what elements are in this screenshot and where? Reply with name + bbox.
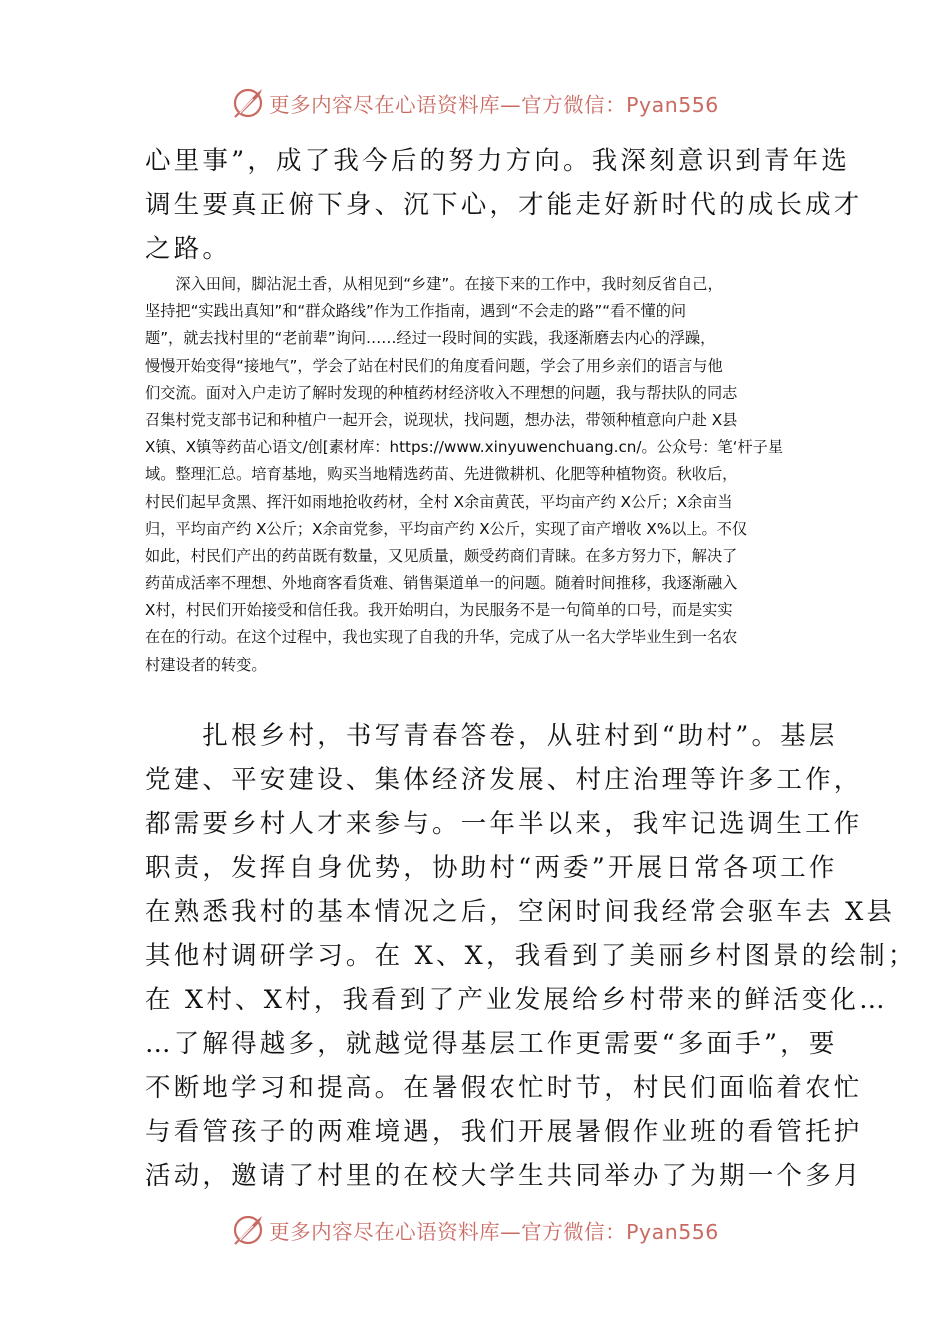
watermark-banner-top xyxy=(0,83,950,123)
text-line: 村民们起早贪黑、挥汗如雨地抢收药材，全村 X余亩黄芪，平均亩产约 X公斤；X余亩当 xyxy=(145,492,733,511)
text-line: 在熟悉我村的基本情况之后，空闲时间我经常会驱车去 X县 xyxy=(145,897,896,927)
rooted-village-paragraph xyxy=(145,714,917,1198)
text-line: 如此，村民们产出的药苗既有数量，又见质量，颇受药商们青睐。在多方努力下，解决了 xyxy=(145,546,738,565)
intro-paragraph xyxy=(145,139,863,271)
text-line: 域。整理汇总。培育基地，购买当地精选药苗、先进微耕机、化肥等种植物资。秋收后， xyxy=(145,465,738,484)
text-line: X镇、X镇等药苗心语文/创[素材库：https://www.xinyuwenchuang.cn/。公众号：笔‘杆子星 xyxy=(145,438,784,457)
text-line: 药苗成活率不理想、外地商客看货难、销售渠道单一的问题。随着时间推移，我逐渐融入 xyxy=(145,574,738,593)
text-line: 深入田间，脚沾泥土香，从相见到“乡建”。在接下来的工作中，我时刻反省自己， xyxy=(145,275,723,293)
text-line: 职责，发挥自身优势，协助村“两委”开展日常各项工作 xyxy=(145,853,838,883)
text-line: 在 X村、X村，我看到了产业发展给乡村带来的鲜活变化… xyxy=(145,985,888,1015)
text-line: 村建设者的转变。 xyxy=(145,655,267,674)
text-line: 其他村调研学习。在 X、X，我看到了美丽乡村图景的绘制； xyxy=(145,941,917,971)
watermark-text: 更多内容尽在心语资料库—官方微信：Pyan556 xyxy=(269,1220,719,1244)
text-line: 活动，邀请了村里的在校大学生共同举办了为期一个多月 xyxy=(145,1161,863,1191)
text-line: 与看管孩子的两难境遇，我们开展暑假作业班的看管托护 xyxy=(145,1117,863,1147)
watermark-banner-bottom xyxy=(0,1210,950,1250)
text-line: 党建、平安建设、集体经济发展、村庄治理等许多工作， xyxy=(145,765,863,795)
text-line: 们交流。面对入户走访了解时发现的种植药材经济收入不理想的问题，我与帮扶队的同志 xyxy=(145,383,738,402)
text-line: 坚持把“实践出真知”和“群众路线”作为工作指南，遇到“不会走的路”“看不懂的问 xyxy=(145,302,687,321)
text-line: X村，村民们开始接受和信任我。我开始明白，为民服务不是一句简单的口号，而是实实 xyxy=(145,601,733,620)
text-line: 之路。 xyxy=(145,234,232,264)
text-line: …了解得越多，就越觉得基层工作更需要“多面手”，要 xyxy=(145,1029,838,1059)
text-line: 调生要真正俯下身、沉下心，才能走好新时代的成长成才 xyxy=(145,190,863,220)
text-line: 归，平均亩产约 X公斤；X余亩党参，平均亩产约 X公斤，实现了亩产增收 X%以上。不仅 xyxy=(145,519,748,538)
watermark-text: 更多内容尽在心语资料库—官方微信：Pyan556 xyxy=(269,93,719,117)
text-line: 不断地学习和提高。在暑假农忙时节，村民们面临着农忙 xyxy=(145,1073,863,1103)
field-work-paragraph xyxy=(145,271,815,679)
text-line: 在在的行动。在这个过程中，我也实现了自我的升华，完成了从一名大学毕业生到一名农 xyxy=(145,628,738,647)
text-line: 慢慢开始变得“接地气”，学会了站在村民们的角度看问题，学会了用乡亲们的语言与他 xyxy=(145,356,723,375)
quill-pen-logo-icon xyxy=(231,86,265,120)
text-line: 题”，就去找村里的“老前辈”询问……经过一段时间的实践，我逐渐磨去内心的浮躁， xyxy=(145,329,716,348)
quill-pen-logo-icon xyxy=(231,1213,265,1247)
text-line: 心里事”，成了我今后的努力方向。我深刻意识到青年选 xyxy=(145,146,851,176)
text-line: 扎根乡村，书写青春答卷，从驻村到“助村”。基层 xyxy=(145,721,838,751)
text-line: 都需要乡村人才来参与。一年半以来，我牢记选调生工作 xyxy=(145,809,863,839)
text-line: 召集村党支部书记和种植户一起开会，说现状，找问题，想办法，带领种植意向户赴 X县 xyxy=(145,410,738,429)
